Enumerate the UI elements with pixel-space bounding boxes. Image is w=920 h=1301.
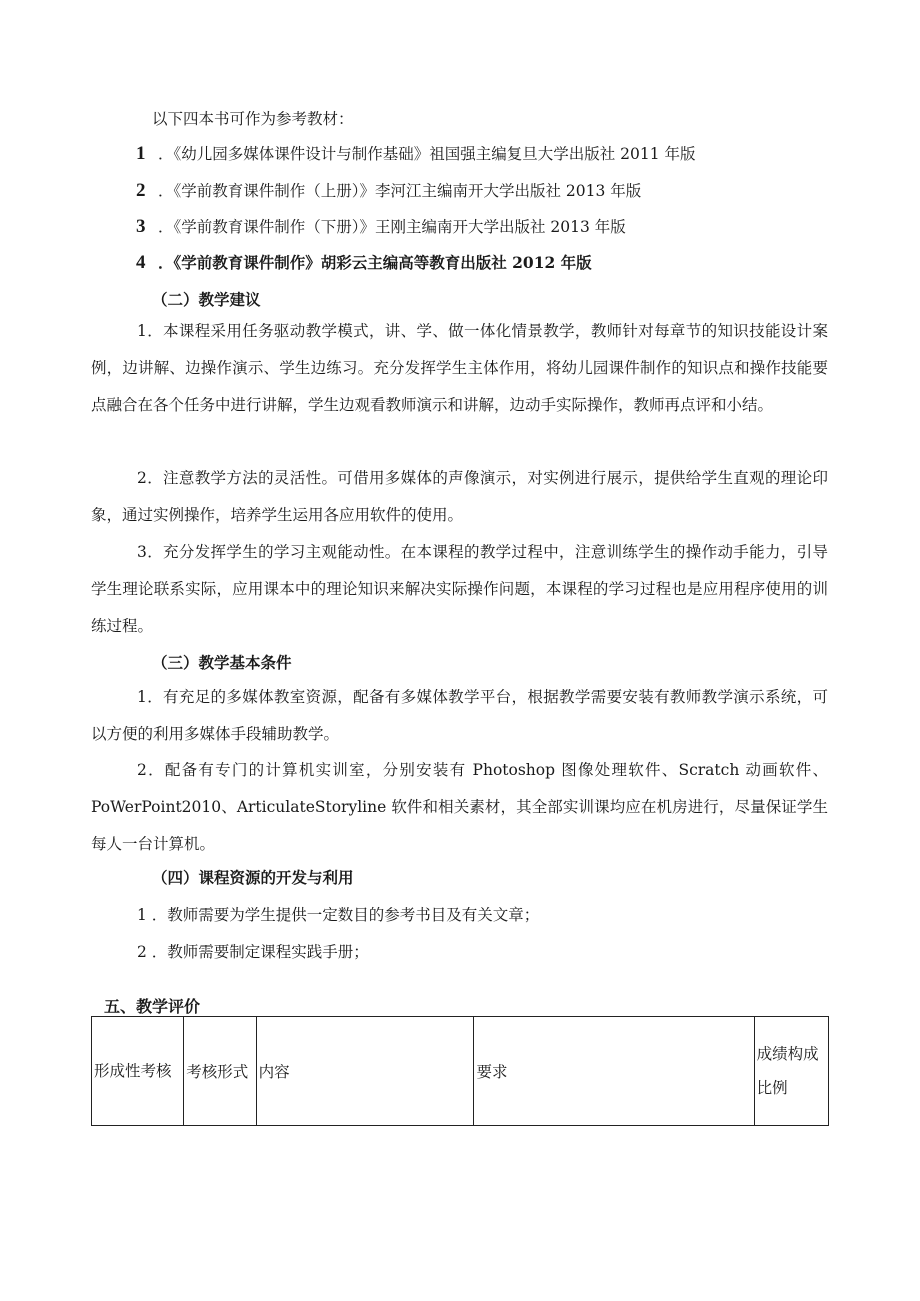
reference-item-4 bbox=[136, 251, 592, 274]
evaluation-table bbox=[91, 1016, 829, 1126]
condition-paragraph-1: 1．有充足的多媒体教室资源，配备有多媒体教学平台，根据教学需要安装有教师教学演示系统，可以方便的利用多媒体手段辅助教学。 bbox=[91, 688, 828, 743]
table-header-cell: 内容 bbox=[256, 1017, 474, 1126]
resources-heading: （四）课程资源的开发与利用 bbox=[152, 868, 354, 887]
table-header-cell: 考核形式 bbox=[184, 1017, 256, 1126]
evaluation-heading: 五、教学评价 bbox=[104, 997, 201, 1016]
table-header-cell: 成绩构成比例 bbox=[754, 1017, 828, 1126]
reference-item-3 bbox=[136, 215, 626, 238]
suggestion-paragraph-1: 1．本课程采用任务驱动教学模式，讲、学、做一体化情景教学，教师针对每章节的知识技能设计案例，边讲解、边操作演示、学生边练习。充分发挥学生主体作用，将幼儿园课件制作的知识点和操作技能要点融合在各个任务中进行讲解，学生边观看教师演示和讲解，边动手实际操作，教师再点评和小结。 bbox=[91, 322, 828, 414]
resource-item-1: 1 ．教师需要为学生提供一定数目的参考书目及有关文章； bbox=[137, 906, 540, 924]
reference-number: 3 bbox=[136, 216, 146, 237]
table-header-cell: 形成性考核 bbox=[92, 1017, 184, 1126]
table-row bbox=[92, 1017, 829, 1126]
suggestion-paragraph-3: 3．充分发挥学生的学习主观能动性。在本课程的教学过程中，注意训练学生的操作动手能力，引导学生理论联系实际，应用课本中的理论知识来解决实际操作问题，本课程的学习过程也是应用程序使用的训练过程。 bbox=[91, 543, 828, 635]
reference-number: 4 bbox=[136, 252, 146, 273]
condition-paragraph-2: 2．配备有专门的计算机实训室，分别安装有 Photoshop 图像处理软件、Scratch 动画软件、PoWerPoint2010、ArticulateStoryline 软件和相关素材，其全部实训课均应在机房进行，尽量保证学生每人一台计算机。 bbox=[91, 761, 828, 853]
table-header-cell: 要求 bbox=[474, 1017, 754, 1126]
reference-text: ．《学前教育课件制作（上册）》李河江主编南开大学出版社 2013 年版 bbox=[158, 182, 642, 200]
references-intro: 以下四本书可作为参考教材： bbox=[152, 110, 354, 128]
reference-item-1 bbox=[136, 142, 696, 165]
reference-number: 1 bbox=[136, 143, 146, 164]
reference-text: ．《学前教育课件制作（下册）》王刚主编南开大学出版社 2013 年版 bbox=[158, 218, 626, 236]
basic-conditions-heading: （三）教学基本条件 bbox=[152, 653, 292, 672]
reference-number: 2 bbox=[136, 180, 146, 201]
teaching-suggestions-heading: （二）教学建议 bbox=[152, 290, 261, 309]
suggestion-paragraph-2: 2．注意教学方法的灵活性。可借用多媒体的声像演示，对实例进行展示，提供给学生直观的理论印象，通过实例操作，培养学生运用各应用软件的使用。 bbox=[91, 469, 828, 524]
resource-item-2: 2 ．教师需要制定课程实践手册； bbox=[137, 943, 369, 961]
reference-text: ．《学前教育课件制作》胡彩云主编高等教育出版社 2012 年版 bbox=[158, 253, 592, 272]
reference-text: ．《幼儿园多媒体课件设计与制作基础》祖国强主编复旦大学出版社 2011 年版 bbox=[158, 145, 696, 163]
reference-item-2 bbox=[136, 179, 641, 202]
